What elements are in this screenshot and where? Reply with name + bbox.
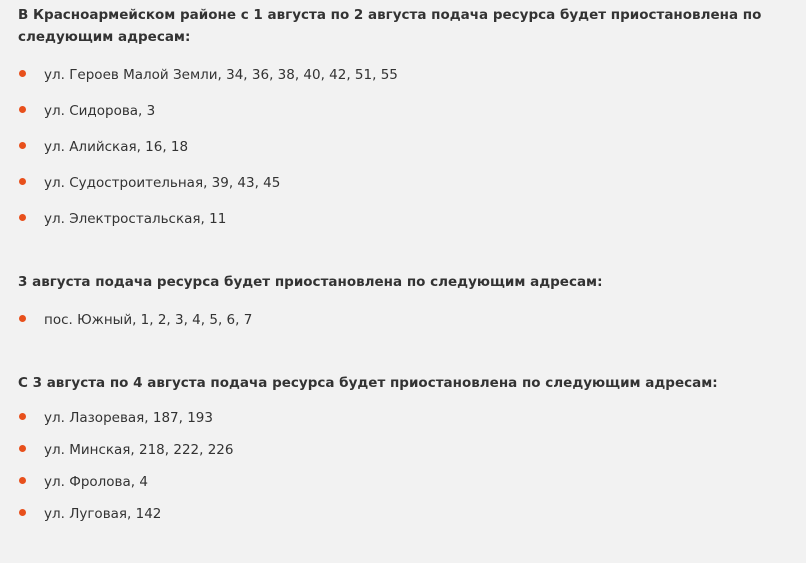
list-item <box>18 408 233 440</box>
list-item <box>18 440 233 472</box>
address-text: ул. Луговая, 142 <box>44 506 162 522</box>
address-text: пос. Южный, 1, 2, 3, 4, 5, 6, 7 <box>44 312 253 328</box>
address-list <box>18 310 252 330</box>
section-heading: 3 августа подача ресурса будет приостановлена по следующим адресам: <box>18 274 603 290</box>
address-text: ул. Судостроительная, 39, 43, 45 <box>44 175 281 191</box>
address-text: ул. Алийская, 16, 18 <box>44 139 189 155</box>
list-item <box>18 310 252 330</box>
bullet-icon <box>19 509 26 516</box>
list-item <box>18 472 233 504</box>
list-item <box>18 65 398 101</box>
address-text: ул. Минская, 218, 222, 226 <box>44 442 234 458</box>
bullet-icon <box>19 477 26 484</box>
address-text: ул. Героев Малой Земли, 34, 36, 38, 40, 42, 51, 55 <box>44 67 398 83</box>
list-item <box>18 173 398 209</box>
section-heading: С 3 августа по 4 августа подача ресурса будет приостановлена по следующим адресам: <box>18 375 718 391</box>
list-item <box>18 137 398 173</box>
bullet-icon <box>19 445 26 452</box>
address-list <box>18 65 398 245</box>
bullet-icon <box>19 142 26 149</box>
address-text: ул. Электростальская, 11 <box>44 211 227 227</box>
list-item <box>18 209 398 245</box>
bullet-icon <box>19 315 26 322</box>
address-list <box>18 408 233 536</box>
bullet-icon <box>19 178 26 185</box>
bullet-icon <box>19 70 26 77</box>
address-text: ул. Лазоревая, 187, 193 <box>44 410 213 426</box>
address-text: ул. Фролова, 4 <box>44 474 148 490</box>
bullet-icon <box>19 413 26 420</box>
list-item <box>18 504 233 536</box>
address-text: ул. Сидорова, 3 <box>44 103 156 119</box>
section-heading: В Красноармейском районе с 1 августа по 2 августа подача ресурса будет приостановлена по следующим адресам: <box>18 7 762 45</box>
list-item <box>18 101 398 137</box>
bullet-icon <box>19 214 26 221</box>
bullet-icon <box>19 106 26 113</box>
